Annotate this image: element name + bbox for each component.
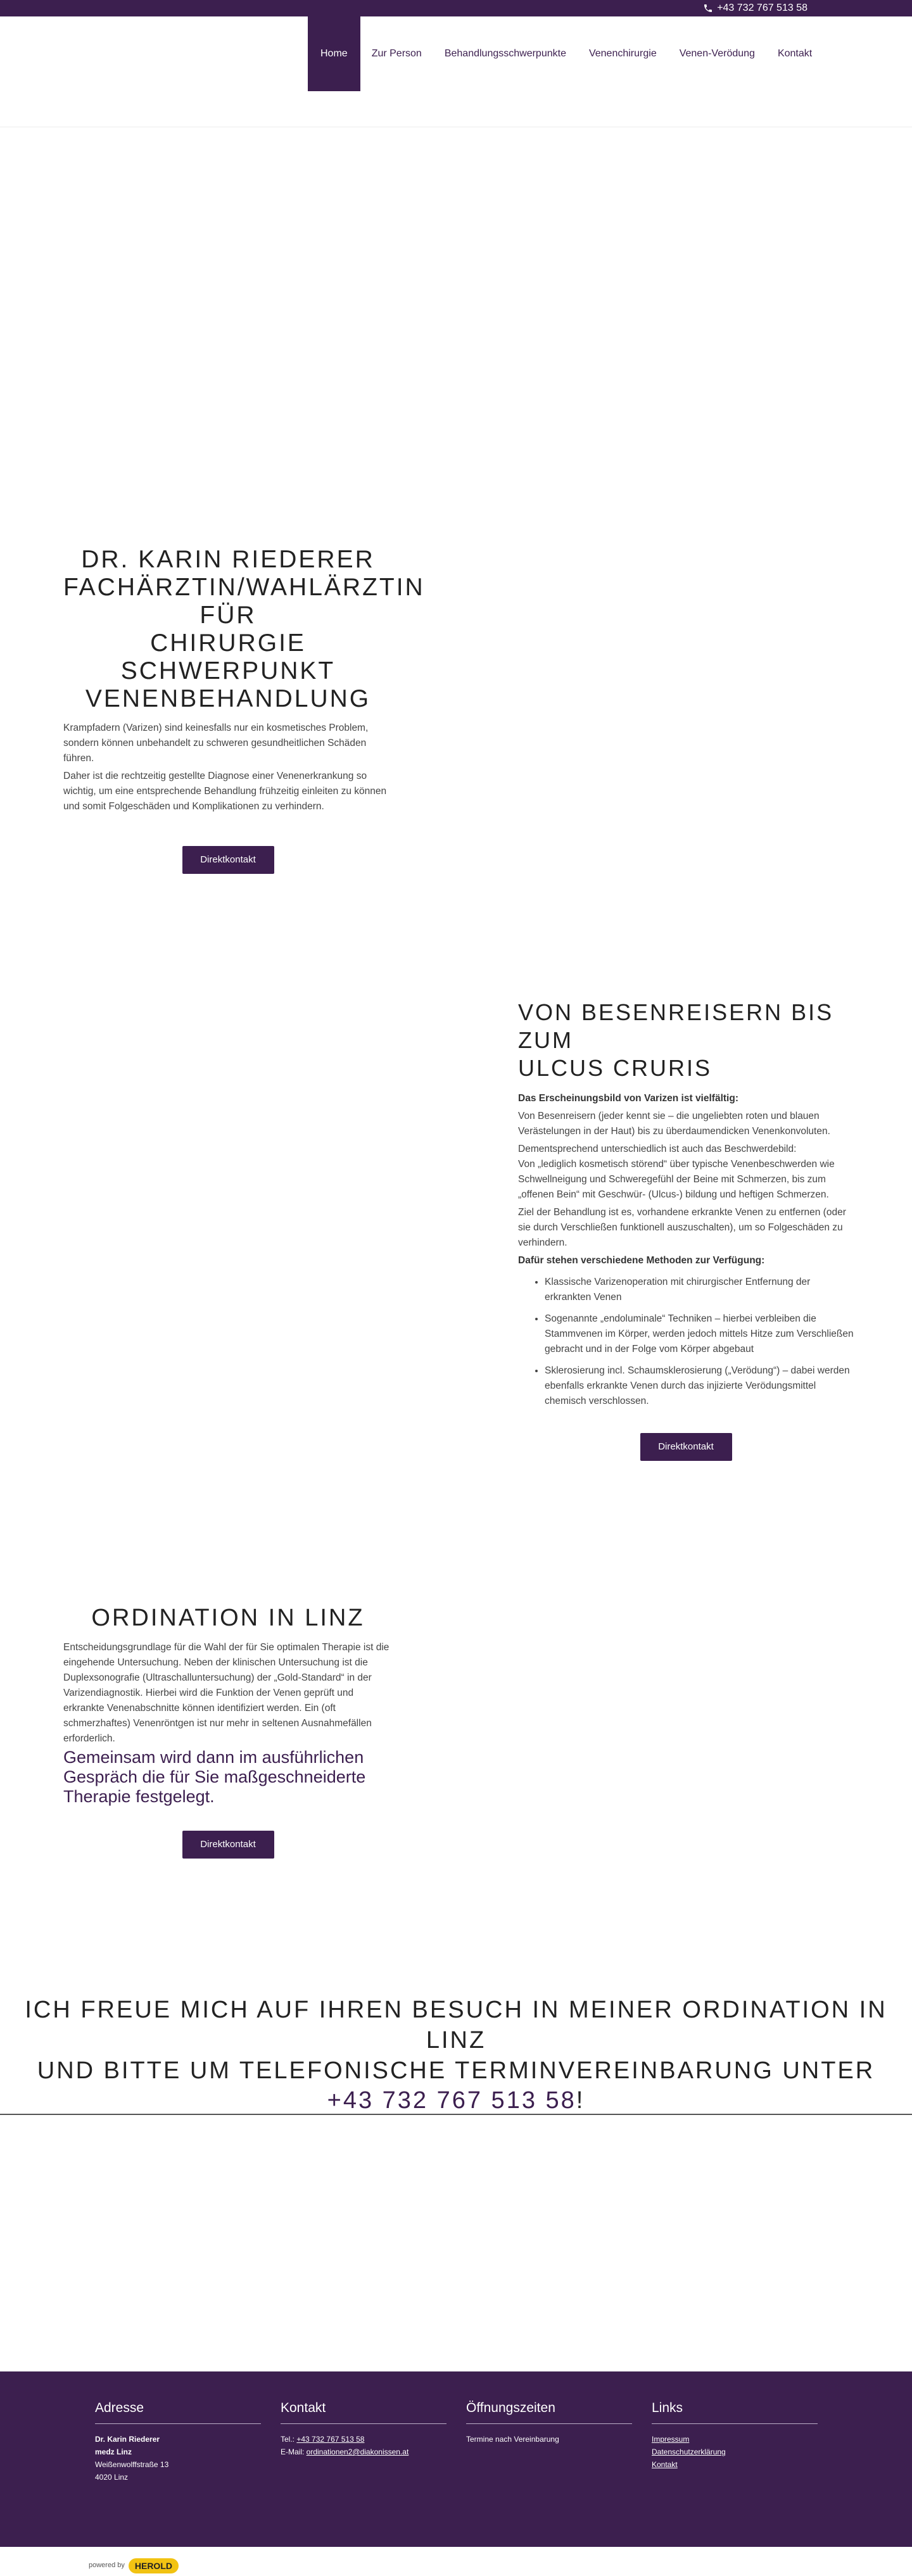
nav-item-behandlungsschwerpunkte[interactable]: Behandlungsschwerpunkte	[444, 48, 566, 59]
footer-org-text: medz Linz	[95, 2447, 132, 2456]
varizen-paragraph: Ziel der Behandlung ist es, vorhandene erkrankte Venen zu entfernen (oder sie durch Verschließen funktionell auszuschalten), um so Folgeschäden zu verhindern.	[518, 1207, 846, 1248]
direktkontakt-button[interactable]: Direktkontakt	[182, 846, 274, 874]
footer-city: 4020 Linz	[95, 2473, 129, 2482]
topbar-phone-number: +43 732 767 513 58	[717, 3, 808, 13]
hero-section	[0, 128, 912, 881]
varizen-content	[518, 999, 854, 1461]
direktkontakt-button[interactable]: Direktkontakt	[182, 1831, 274, 1859]
hero-title-line: SCHWERPUNKT	[120, 657, 336, 685]
ordination-section	[0, 1483, 912, 1926]
ordination-lead: Gemeinsam wird dann im ausführlichen Gespräch die für Sie maßgeschneiderte Therapie festgelegt.	[63, 1748, 366, 1806]
top-bar	[0, 0, 912, 16]
footer-tel-label: Tel.:	[281, 2435, 297, 2444]
nav-item-venenchirurgie[interactable]: Venenchirurgie	[588, 48, 657, 59]
list-item: • Sklerosierung incl. Schaumsklerosierung („Verödung“) – dabei werden ebenfalls erkrankte Venen durch das injizierte Verödungsmittel chemisch verschlossen.	[545, 1363, 854, 1409]
footer-oeffnungszeiten	[466, 2399, 632, 2446]
footer-link-row	[652, 2458, 818, 2471]
cta-section	[0, 1995, 912, 2115]
footer-hours: Termine nach Vereinbarung	[466, 2435, 559, 2444]
methods-list	[545, 1275, 854, 1409]
footer-email	[281, 2446, 446, 2458]
hero-title-line: DR. KARIN RIEDERER	[81, 546, 375, 573]
list-item: • Klassische Varizenoperation mit chirurgischer Entfernung der erkrankten Venen	[545, 1275, 854, 1305]
varizen-paragraph	[518, 1142, 854, 1203]
nav-item-venen-veroedung[interactable]: Venen-Verödung	[679, 48, 755, 59]
varizen-title-line: VON BESENREISERN BIS ZUM	[518, 999, 834, 1053]
nav-item-home[interactable]: Home	[308, 16, 360, 91]
varizen-paragraph: Von Besenreisern (jeder kennt sie – die ungeliebten roten und blauen Verästelungen in der Haut) bis zu überdaumendicken Venenkonvoluten.	[518, 1111, 830, 1137]
footer-heading: Links	[652, 2399, 818, 2424]
ordination-title: ORDINATION IN LINZ	[91, 1605, 365, 1631]
footer-name	[95, 2433, 261, 2446]
footer-link-kontakt[interactable]: Kontakt	[652, 2460, 678, 2469]
footer-email-link[interactable]: ordinationen2@diakonissen.at	[306, 2447, 409, 2456]
cta-phone-link[interactable]: +43 732 767 513 58	[327, 2087, 576, 2114]
header	[0, 16, 912, 127]
cta-heading	[0, 1995, 912, 2086]
hero-paragraph: Daher ist die rechtzeitig gestellte Diagnose einer Venenerkrankung so wichtig, um eine entsprechende Behandlung frühzeitig einleiten zu können und somit Folgeschäden und Komplikationen zu verhindern.	[63, 771, 387, 812]
main-nav	[308, 16, 823, 91]
varizen-subheading: Das Erscheinungsbild von Varizen ist vielfältig:	[518, 1093, 738, 1104]
direktkontakt-button[interactable]: Direktkontakt	[640, 1433, 732, 1461]
footer-name-text: Dr. Karin Riederer	[95, 2435, 160, 2444]
footer-street: Weißenwolffstraße 13	[95, 2460, 169, 2469]
hero-title-line: VENENBEHANDLUNG	[85, 685, 371, 712]
cta-line: UND BITTE UM TELEFONISCHE TERMINVEREINBARUNG UNTER	[37, 2057, 875, 2084]
nav-item-zur-person[interactable]: Zur Person	[371, 48, 422, 59]
powered-by	[89, 2558, 179, 2573]
hero-content	[63, 546, 425, 874]
cta-phone	[0, 2086, 912, 2115]
footer-tel-link[interactable]: +43 732 767 513 58	[296, 2435, 365, 2444]
varizen-title	[518, 999, 854, 1082]
herold-logo[interactable]: HEROLD	[129, 2558, 179, 2573]
footer-link-row	[652, 2433, 818, 2446]
footer-links	[652, 2399, 818, 2471]
powered-by-label: powered by	[89, 2561, 125, 2570]
phone-icon	[703, 3, 713, 13]
footer	[0, 2371, 912, 2547]
hero-title	[63, 546, 425, 713]
varizen-subheading: Dafür stehen verschiedene Methoden zur Verfügung:	[518, 1255, 765, 1266]
varizen-text: Von „lediglich kosmetisch störend“ über typische Venenbeschwerden wie Schwellneigung und Schweregefühl der Beine mit Schmerzen, bis zum „offenen Bein“ mit Geschwür- (Ulcus-) bildung und heftigen Schmerzen.	[518, 1159, 835, 1200]
topbar-phone[interactable]	[703, 3, 808, 14]
footer-heading: Öffnungszeiten	[466, 2399, 632, 2424]
hero-title-line: CHIRURGIE	[150, 629, 306, 657]
varizen-text: Dementsprechend unterschiedlich ist auch das Beschwerdebild:	[518, 1144, 797, 1154]
cta-exclamation: !	[576, 2087, 585, 2114]
footer-link-datenschutz[interactable]: Datenschutzerklärung	[652, 2447, 726, 2456]
footer-adresse	[95, 2399, 261, 2484]
ordination-paragraph: Entscheidungsgrundlage für die Wahl der für Sie optimalen Therapie ist die eingehende Untersuchung. Neben der klinischen Untersuchung ist die Duplexsonografie (Ultraschalluntersuchung) der „Gold-Standard“ in der Varizendiagnostik. Hierbei wird die Funktion der Venen geprüft und erkrankte Venenabschnitte können identifiziert werden. Ein (oft schmerzhaftes) Venenröntgen ist nur mehr in seltenen Ausnahmefällen erforderlich.	[63, 1642, 390, 1744]
footer-heading: Kontakt	[281, 2399, 446, 2424]
hero-paragraph: Krampfadern (Varizen) sind keinesfalls nur ein kosmetisches Problem, sondern können unbehandelt zu schweren gesundheitlichen Schäden führen.	[63, 723, 369, 764]
footer-heading: Adresse	[95, 2399, 261, 2424]
footer-email-label: E-Mail:	[281, 2447, 307, 2456]
hero-title-line: FACHÄRZTIN/WAHLÄRZTIN FÜR	[63, 574, 425, 629]
footer-tel	[281, 2433, 446, 2446]
list-item: • Sogenannte „endoluminale“ Techniken – hierbei verbleiben die Stammvenen im Körper, werden jedoch mittels Hitze zum Verschließen gebracht und in der Folge vom Körper abgebaut	[545, 1311, 854, 1357]
varizen-section	[0, 881, 912, 1483]
ordination-content	[63, 1603, 393, 1859]
nav-item-kontakt[interactable]: Kontakt	[777, 48, 813, 59]
footer-kontakt	[281, 2399, 446, 2458]
footer-link-row	[652, 2446, 818, 2458]
footer-link-impressum[interactable]: Impressum	[652, 2435, 690, 2444]
footer-org	[95, 2446, 261, 2458]
cta-line: ICH FREUE MICH AUF IHREN BESUCH IN MEINER ORDINATION IN LINZ	[25, 1997, 887, 2054]
varizen-title-line: ULCUS CRURIS	[518, 1055, 712, 1081]
